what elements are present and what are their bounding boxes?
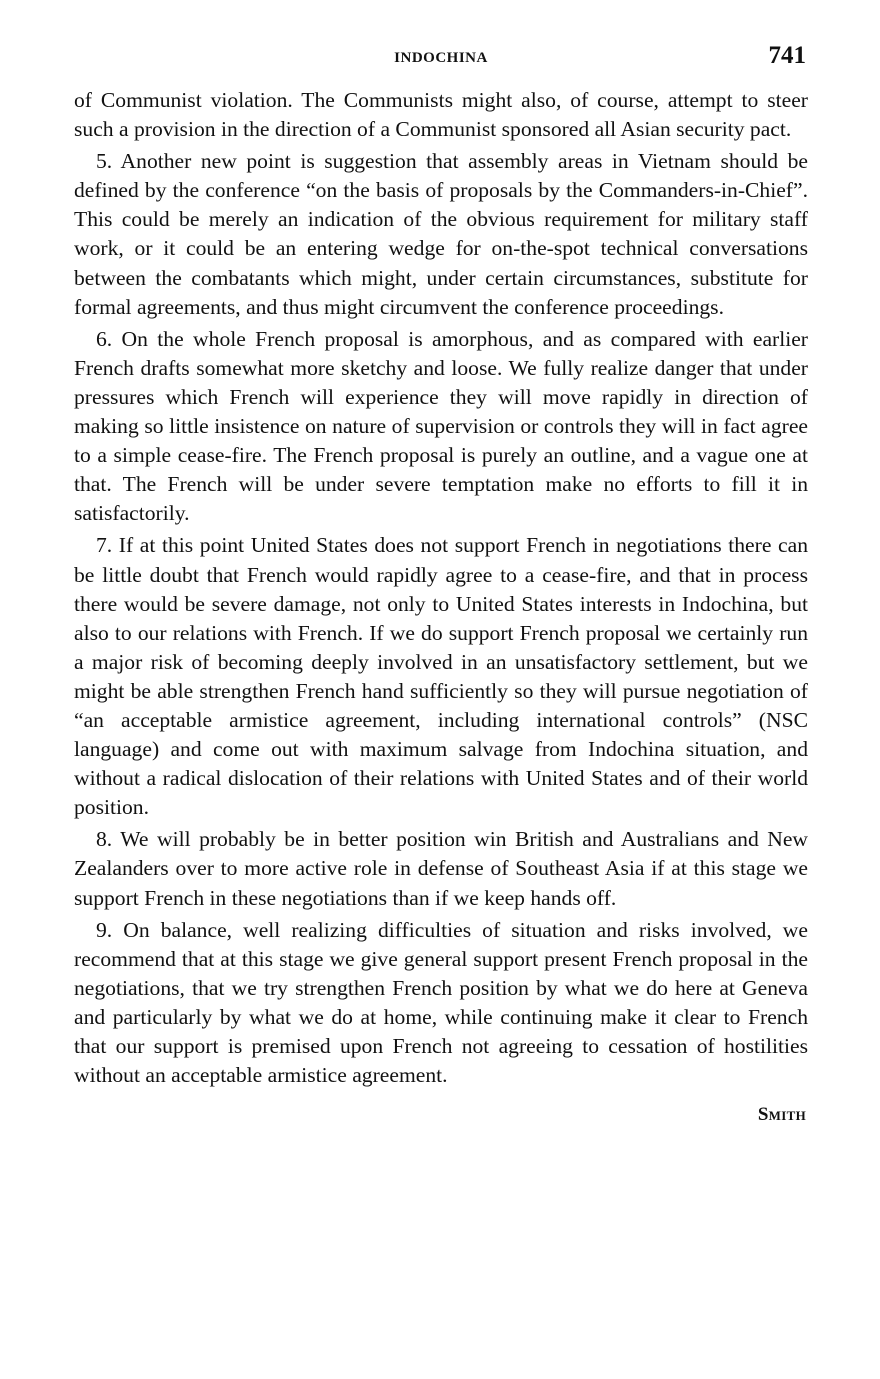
running-head: INDOCHINA [394, 50, 488, 66]
paragraph-6: 6. On the whole French proposal is amorphous, and as compared with earlier French drafts somewhat more sketchy and loose. We fully realize danger that under pressures which French will experience they will move rapidly in direction of making so little insistence on nature of supervision or controls they will in fact agree to a simple cease-fire. The French proposal is purely an outline, and a vague one at that. The French will be under severe temptation make no efforts to fill it in satisfactorily. [74, 326, 808, 526]
paragraph-continuation: of Communist violation. The Communists might also, of course, attempt to steer such a provision in the direction of a Communist sponsored all Asian security pact. [74, 88, 808, 142]
page-number: 741 [768, 42, 806, 69]
paragraph-8: 8. We will probably be in better position win British and Australians and New Zealanders over to more active role in defense of Southeast Asia if at this stage we support French in these negotiations than if we keep hands off. [74, 827, 808, 910]
signature: Smith [757, 1104, 806, 1126]
page-header [74, 38, 808, 86]
paragraph-5: 5. Another new point is suggestion that assembly areas in Vietnam should be defined by the conference “on the basis of proposals by the Commanders-in-Chief”. This could be merely an indication of the obvious requirement for military staff work, or it could be an entering wedge for on-the-spot technical conversations between the combatants which might, under certain circumstances, substitute for formal agreements, and thus might circumvent the conference proceedings. [74, 149, 808, 319]
paragraph-9: 9. On balance, well realizing difficulties of situation and risks involved, we recommend that at this stage we give general support present French proposal in the negotiations, that we try strengthen French position by what we do here at Geneva and particularly by what we do at home, while continuing make it clear to French that our support is premised upon French not agreeing to cessation of hostilities without an acceptable armistice agreement. [74, 917, 808, 1088]
body-text [74, 86, 808, 1090]
paragraph-7: 7. If at this point United States does not support French in negotiations there can be little doubt that French would rapidly agree to a cease-fire, and that in process there would be severe damage, not only to United States interests in Indochina, but also to our relations with French. If we do support French proposal we certainly run a major risk of becoming deeply involved in an unsatisfactory settlement, but we might be able strengthen French hand sufficiently so they will pursue negotiation of “an acceptable armistice agreement, including international controls” (NSC language) and come out with maximum salvage from Indochina situation, and without a radical dislocation of their relations with United States and of their world position. [74, 533, 808, 820]
document-page [74, 38, 808, 1126]
